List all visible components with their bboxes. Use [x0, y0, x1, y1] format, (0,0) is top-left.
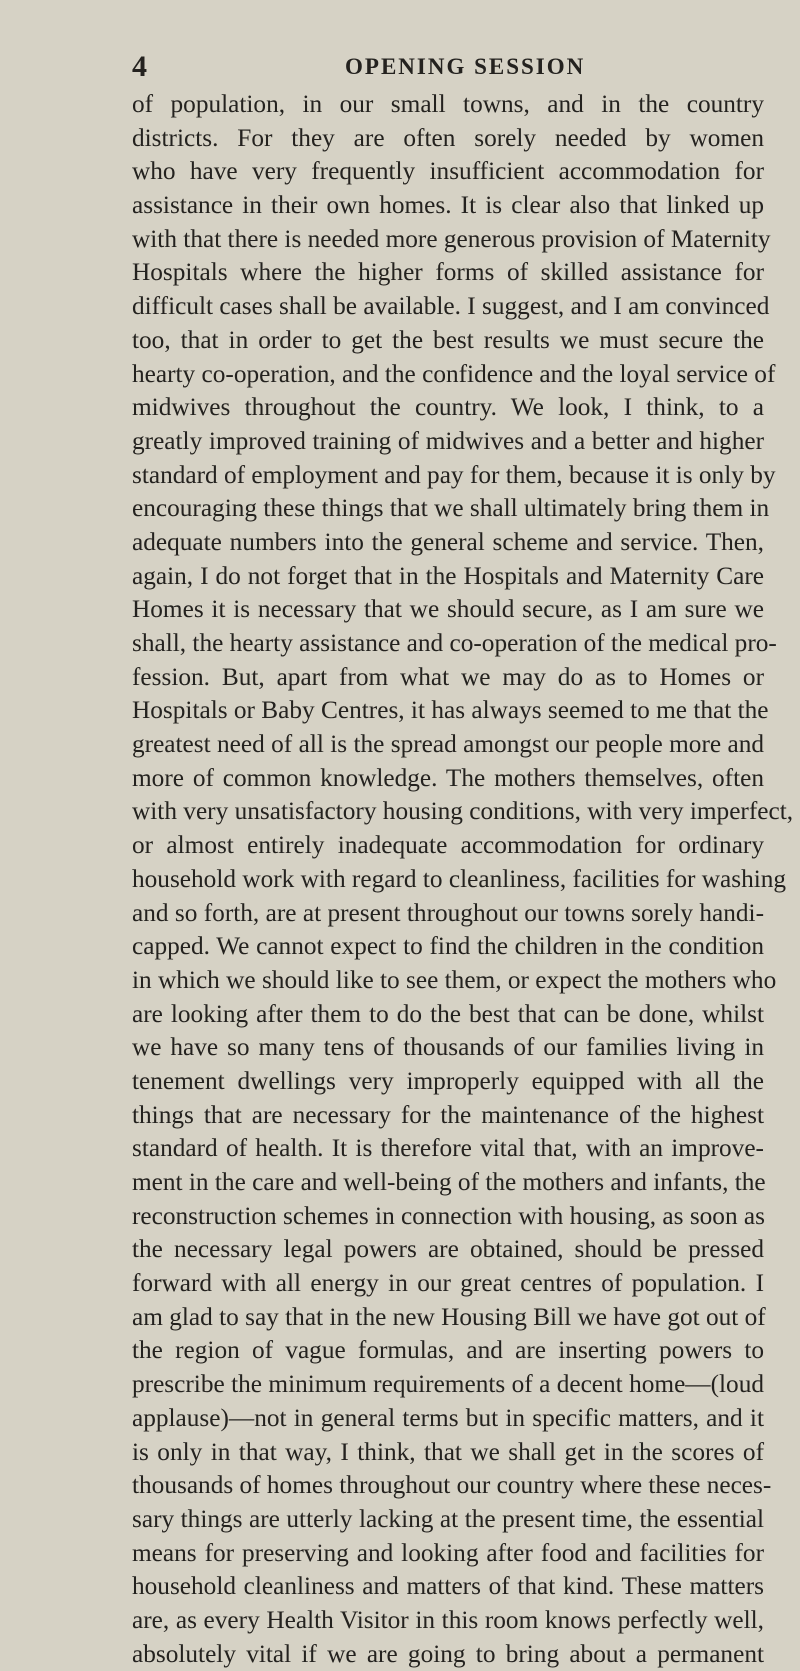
- text-line: more of common knowledge. The mothers themselves, often: [132, 763, 764, 792]
- text-line: is only in that way, I think, that we shall get in the scores of: [132, 1437, 764, 1466]
- text-line: standard of employment and pay for them, because it is only by: [132, 460, 776, 489]
- running-head: OPENING SESSION: [345, 54, 586, 79]
- text-line: means for preserving and looking after food and facilities for: [132, 1538, 764, 1567]
- text-line: ment in the care and well-being of the mothers and infants, the: [132, 1168, 766, 1196]
- text-line: forward with all energy in our great centres of population. I: [132, 1269, 764, 1298]
- page-number: 4: [132, 50, 147, 83]
- text-line: things that are necessary for the maintenance of the highest: [132, 1100, 764, 1129]
- body-paragraph: [132, 88, 794, 1671]
- text-line: adequate numbers into the general scheme and service. Then,: [132, 527, 764, 556]
- text-line: absolutely vital if we are going to bring about a permanent: [132, 1639, 764, 1668]
- text-line: hearty co-operation, and the confidence and the loyal service of: [132, 359, 776, 388]
- text-line: thousands of homes throughout our country where these neces-: [132, 1471, 772, 1500]
- text-line: we have so many tens of thousands of our families living in: [132, 1033, 764, 1062]
- text-line: Homes it is necessary that we should secure, as I am sure we: [132, 595, 764, 624]
- text-line: tenement dwellings very improperly equipped with all the: [132, 1066, 764, 1095]
- text-line: greatest need of all is the spread amongst our people more and: [132, 730, 764, 759]
- text-line: Hospitals where the higher forms of skilled assistance for: [132, 258, 764, 287]
- text-line: too, that in order to get the best results we must secure the: [132, 325, 764, 354]
- text-line: prescribe the minimum requirements of a decent home—(loud: [132, 1370, 764, 1399]
- text-line: difficult cases shall be available. I suggest, and I am convinced: [132, 292, 770, 321]
- text-line: or almost entirely inadequate accommodation for ordinary: [132, 831, 764, 860]
- text-line: who have very frequently insufficient accommodation for: [132, 157, 764, 186]
- text-line: with very unsatisfactory housing conditions, with very imperfect,: [132, 797, 794, 826]
- text-line: the region of vague formulas, and are inserting powers to: [132, 1336, 764, 1365]
- text-line: of population, in our small towns, and in the country: [132, 90, 764, 118]
- text-line: Hospitals or Baby Centres, it has always seemed to me that the: [132, 696, 769, 725]
- text-line: with that there is needed more generous provision of Maternity: [132, 224, 771, 253]
- text-line: household work with regard to cleanliness, facilities for washing: [132, 864, 787, 893]
- text-line: midwives throughout the country. We look, I think, to a: [132, 393, 764, 422]
- text-line: again, I do not forget that in the Hospitals and Maternity Care: [132, 561, 764, 590]
- text-line: am glad to say that in the new Housing Bill we have got out of: [132, 1302, 766, 1331]
- text-line: applause)—not in general terms but in specific matters, and it: [132, 1403, 764, 1432]
- text-line: are looking after them to do the best that can be done, whilst: [132, 999, 764, 1028]
- text-line: shall, the hearty assistance and co-operation of the medical pro-: [132, 629, 777, 657]
- text-line: capped. We cannot expect to find the children in the condition: [132, 932, 764, 961]
- text-line: and so forth, are at present throughout our towns sorely handi-: [132, 898, 764, 927]
- text-line: the necessary legal powers are obtained, should be pressed: [132, 1235, 764, 1264]
- text-line: reconstruction schemes in connection with housing, as soon as: [132, 1201, 766, 1230]
- text-line: in which we should like to see them, or expect the mothers who: [132, 965, 777, 994]
- text-line: sary things are utterly lacking at the present time, the essential: [132, 1504, 764, 1533]
- text-line: fession. But, apart from what we may do as to Homes or: [132, 662, 764, 691]
- text-line: districts. For they are often sorely needed by women: [132, 123, 764, 152]
- text-line: standard of health. It is therefore vital that, with an improve-: [132, 1134, 764, 1163]
- text-line: assistance in their own homes. It is clear also that linked up: [132, 191, 764, 220]
- page-header: [0, 50, 800, 84]
- text-line: are, as every Health Visitor in this room knows perfectly well,: [132, 1605, 764, 1634]
- text-line: encouraging these things that we shall ultimately bring them in: [132, 494, 770, 523]
- text-line: greatly improved training of midwives and a better and higher: [132, 426, 764, 455]
- text-line: household cleanliness and matters of that kind. These matters: [132, 1572, 764, 1601]
